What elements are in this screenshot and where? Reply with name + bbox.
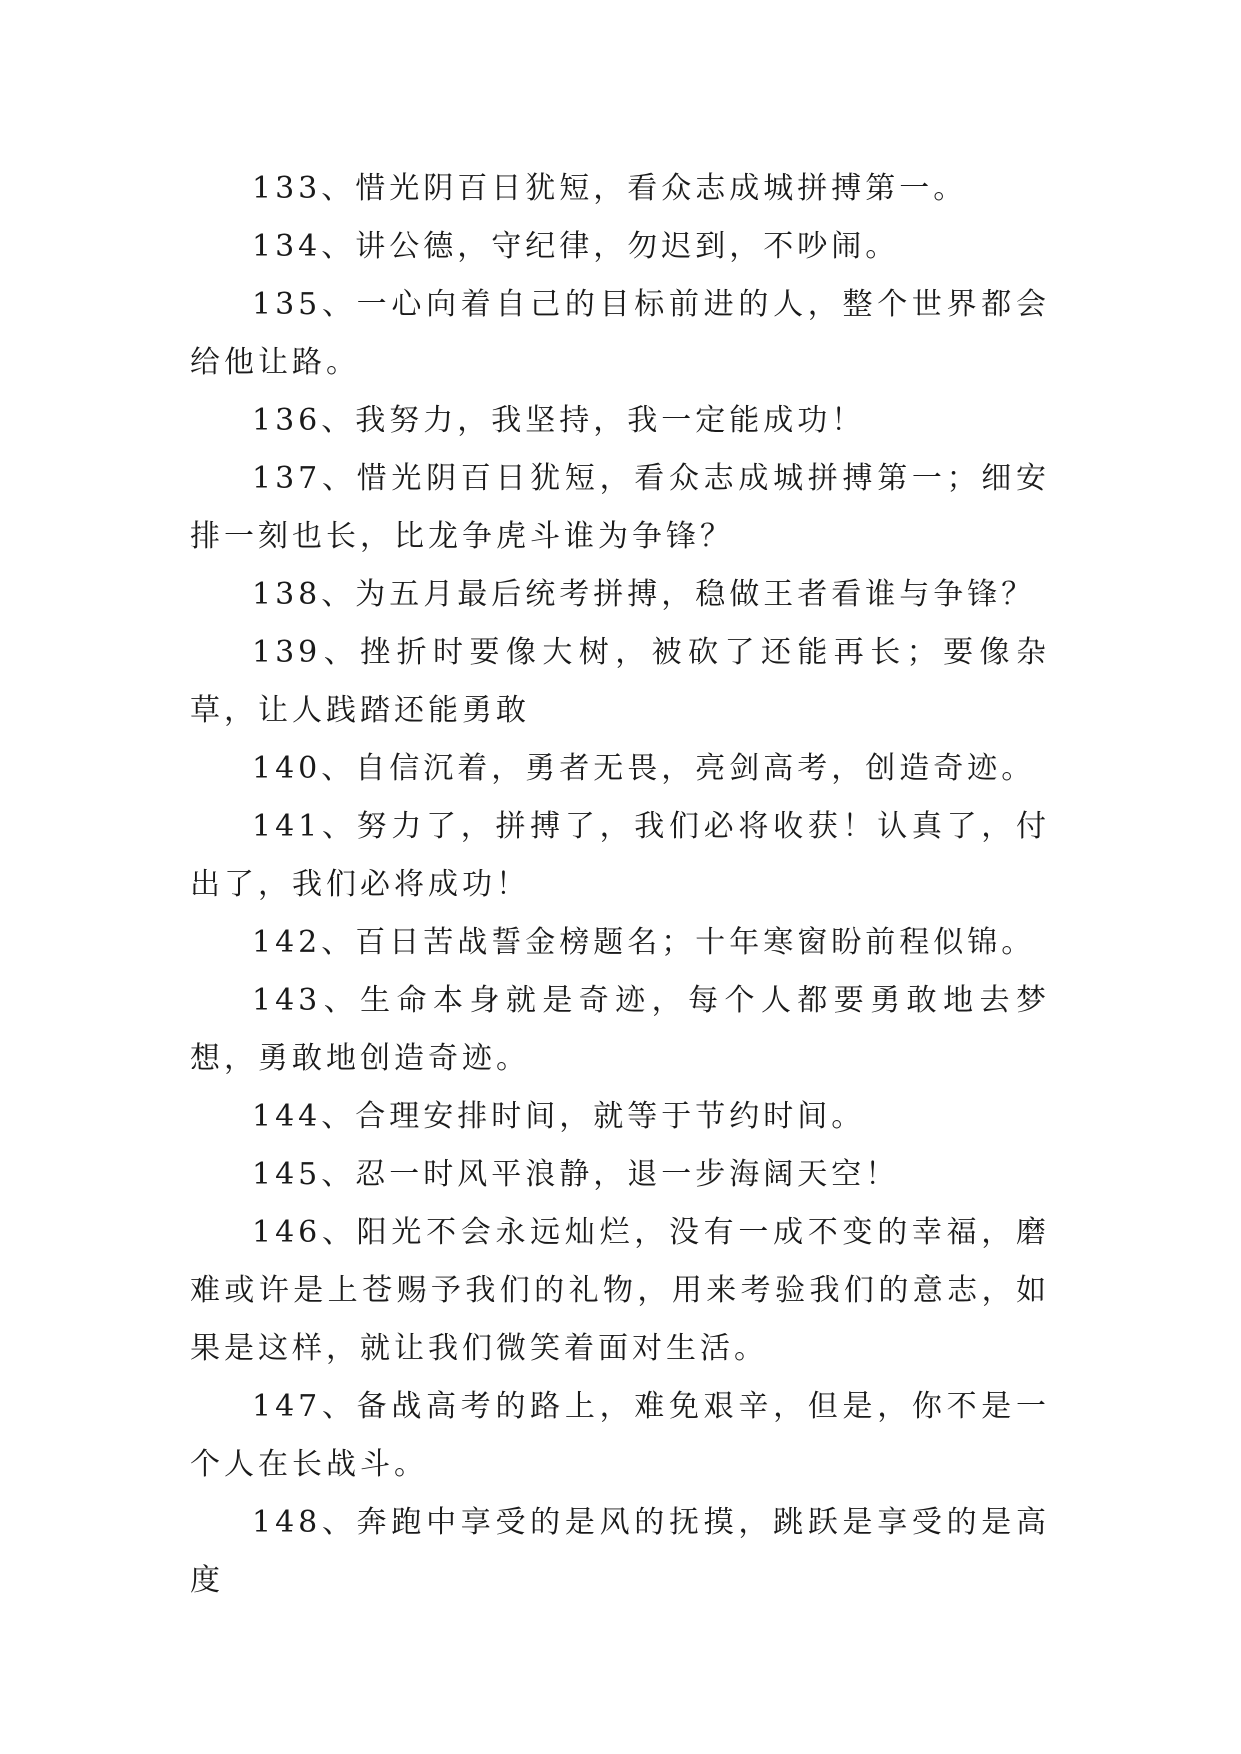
- paragraph-134: 134、讲公德，守纪律，勿迟到，不吵闹。: [252, 229, 900, 264]
- paragraph-144: 144、合理安排时间，就等于节约时间。: [252, 1099, 866, 1134]
- paragraph-147: 147、备战高考的路上，难免艰辛，但是，你不是一个人在长战斗。: [190, 1389, 1050, 1482]
- paragraph-138: 138、为五月最后统考拼搏，稳做王者看谁与争锋？: [252, 577, 1036, 612]
- paragraph-140: 140、自信沉着，勇者无畏，亮剑高考，创造奇迹。: [252, 751, 1036, 786]
- paragraph-133: 133、惜光阴百日犹短，看众志成城拼搏第一。: [252, 171, 968, 206]
- paragraph-145: 145、忍一时风平浪静，退一步海阔天空！: [252, 1157, 900, 1192]
- paragraph-139: 139、挫折时要像大树，被砍了还能再长；要像杂草，让人践踏还能勇敢: [190, 635, 1050, 728]
- document-body: [190, 160, 1050, 1610]
- paragraph-136: 136、我努力，我坚持，我一定能成功！: [252, 403, 866, 438]
- paragraph-148: 148、奔跑中享受的是风的抚摸，跳跃是享受的是高度: [190, 1505, 1050, 1598]
- paragraph-143: 143、生命本身就是奇迹，每个人都要勇敢地去梦想，勇敢地创造奇迹。: [190, 983, 1050, 1076]
- paragraph-137: 137、惜光阴百日犹短，看众志成城拼搏第一；细安排一刻也长，比龙争虎斗谁为争锋？: [190, 461, 1050, 554]
- paragraph-142: 142、百日苦战誓金榜题名；十年寒窗盼前程似锦。: [252, 925, 1036, 960]
- paragraph-135: 135、一心向着自己的目标前进的人，整个世界都会给他让路。: [190, 287, 1050, 380]
- paragraph-141: 141、努力了，拼搏了，我们必将收获！认真了，付出了，我们必将成功！: [190, 809, 1050, 902]
- paragraph-146: 146、阳光不会永远灿烂，没有一成不变的幸福，磨难或许是上苍赐予我们的礼物，用来考验我们的意志，如果是这样，就让我们微笑着面对生活。: [190, 1215, 1050, 1366]
